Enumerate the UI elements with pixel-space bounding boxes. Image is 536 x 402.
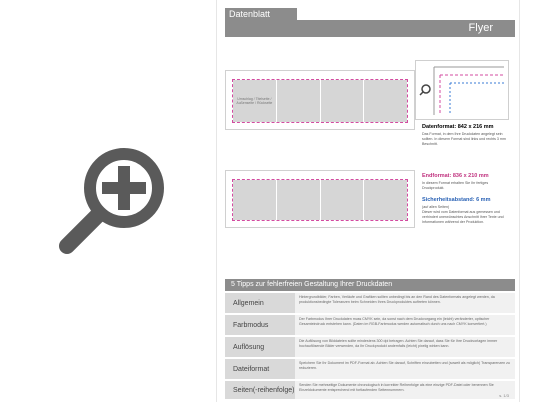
page-number: s. 1/3 xyxy=(499,393,509,398)
tip-label: Farbmodus xyxy=(225,315,295,335)
layout-panel xyxy=(364,80,407,122)
corner-detail xyxy=(415,60,509,120)
dataformat-text: Das Format, in dem Ihre Druckdaten angelegt sein sollten. In diesem Format sind links und rechts 3 mm Beschnitt. xyxy=(422,132,506,146)
tip-row xyxy=(225,337,515,357)
tip-label: Auflösung xyxy=(225,337,295,357)
tips-title: 5 Tipps zur fehlerfreien Gestaltung Ihrer Druckdaten xyxy=(225,279,515,291)
endformat-title: Endformat: 836 x 210 mm xyxy=(422,173,489,179)
tip-label: Seiten(-reihenfolge) xyxy=(225,381,295,399)
tip-row xyxy=(225,381,515,399)
tip-label: Dateiformat xyxy=(225,359,295,379)
layout-preview-closed xyxy=(225,170,415,228)
tip-text: Die Auflösung von Bilddateien sollte mindestens 300 dpi betragen. Achten Sie darauf, dass Sie für Ihre Druckvorlagen immer hochauflösende Bilder verwenden, da Ihr Druckprodukt andernfalls (leicht) pixelig wirken kann. xyxy=(295,337,515,357)
datasheet-page xyxy=(216,0,520,402)
layout-panel: Umschlag / Titelseite / Außenseite / Rückseite xyxy=(233,80,277,122)
safety-text: Dieser wird vom Datenformat aus gemessen und verhindert unerwünschtes Anschnitt Ihrer Texte und Informationen während der Produktion. xyxy=(422,210,504,224)
spec-column xyxy=(422,124,508,225)
section-label: Datenblatt xyxy=(225,8,297,20)
tip-text: Speichern Sie Ihr Dokument im PDF-Format ab. Achten Sie darauf, Schriften einzubetten und (soweit als möglich) Transparenzen zu reduzieren. xyxy=(295,359,515,379)
tip-text: Hintergrundbilder, Farben, Verläufe und Grafiken sollten unbedingt bis an den Rand des Datenformats angelegt werden, da produktionsbedingte Toleranzen beim Schneiden Ihres Druckproduktes auftreten können. xyxy=(295,293,515,313)
layout-panel xyxy=(321,80,365,122)
layout-preview-open xyxy=(225,70,415,130)
safety-sub: (auf allen Seiten) xyxy=(422,205,450,209)
tip-label: Allgemein xyxy=(225,293,295,313)
zoom-in-button[interactable] xyxy=(52,140,172,260)
tip-text: Der Farbmodus Ihrer Druckdaten muss CMYK sein, da sonst nach dem Druckvorgang ein (leicht) veränderter, optischer Gesamteindruck entstehen kann. (Daten im RGB-Farbmodus werden automatisch durch uns nach CMYK konvertiert.) xyxy=(295,315,515,335)
layout-panel xyxy=(364,180,407,220)
zoom-in-icon xyxy=(52,140,172,260)
tip-row xyxy=(225,359,515,379)
tip-row xyxy=(225,315,515,335)
dataformat-title: Datenformat: 842 x 216 mm xyxy=(422,124,494,130)
endformat-text: In diesem Format erhalten Sie Ihr fertiges Druckprodukt. xyxy=(422,181,489,190)
safety-title: Sicherheitsabstand: 6 mm xyxy=(422,197,491,203)
layout-panel xyxy=(277,80,321,122)
layout-panel xyxy=(321,180,365,220)
product-title: Flyer xyxy=(225,20,515,37)
tip-text: Senden Sie mehrseitige Dokumente chronologisch in korrekter Reihenfolge als eine einzige PDF-Datei oder benennen Sie Einzeldokumente entsprechend mit fortlaufenden Seitennummern. xyxy=(295,381,515,399)
corner-detail-icon xyxy=(416,61,508,119)
layout-panel xyxy=(233,180,277,220)
layout-panel xyxy=(277,180,321,220)
tip-row xyxy=(225,293,515,313)
